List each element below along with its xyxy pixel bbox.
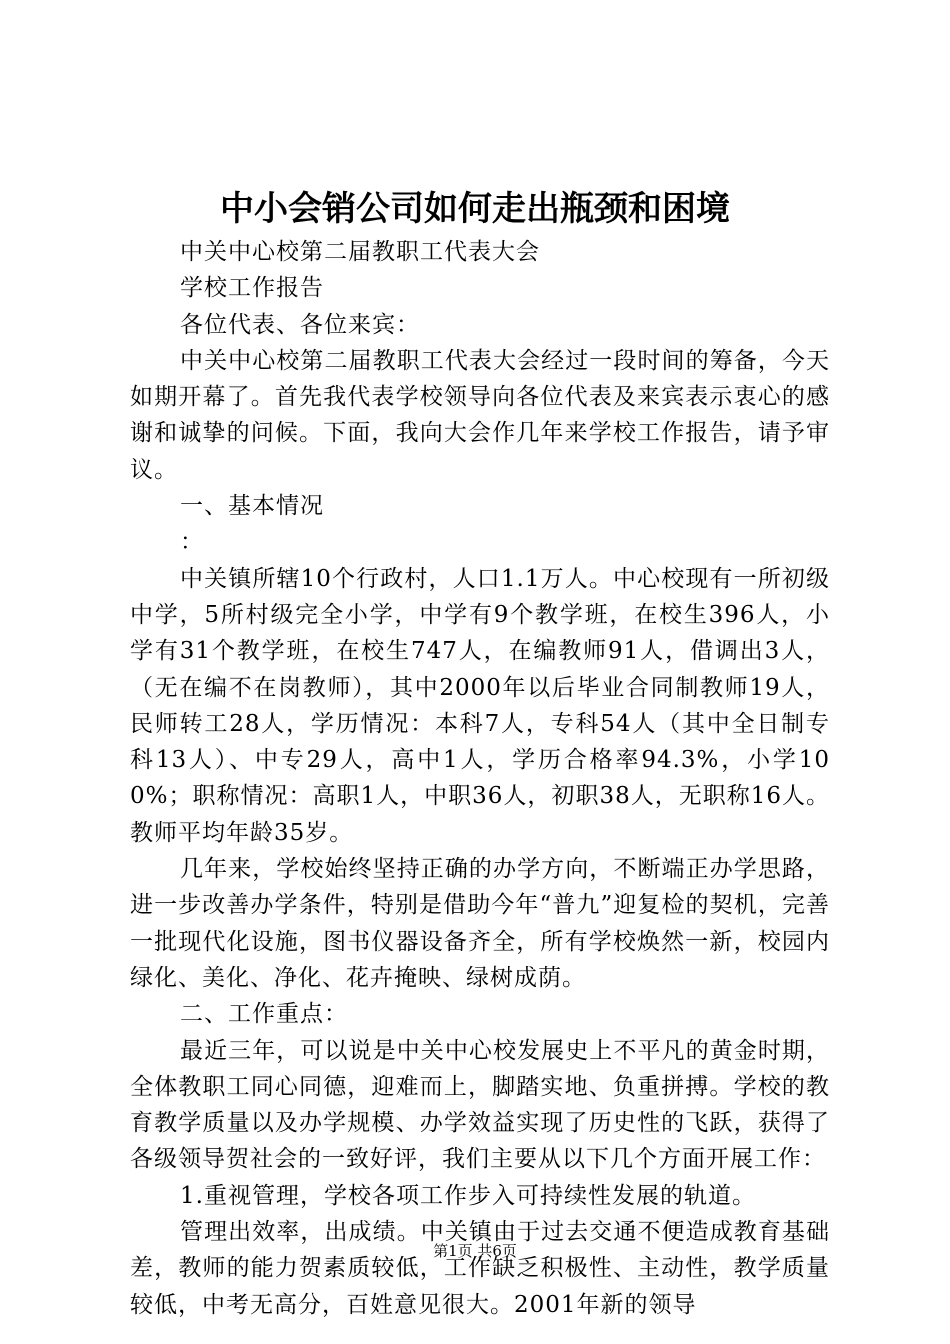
- document-body: [130, 234, 830, 1323]
- section-heading-basic-situation: 一、基本情况: [180, 493, 324, 520]
- paragraph-recent-years: 最近三年，可以说是中关中心校发展史上不平凡的黄金时期，全体教职工同心同德，迎难而上，脚踏实地、负重拼搏。学校的教育教学质量以及办学规模、办学效益实现了历史性的飞跃，获得了各级领导贺社会的一致好评，我们主要从以下几个方面开展工作：: [130, 1037, 830, 1173]
- paragraph-report-title: 学校工作报告: [180, 275, 324, 302]
- document-title: 中小会销公司如何走出瓶颈和困境: [220, 189, 730, 229]
- paragraph-colon: ：: [180, 529, 204, 556]
- paragraph-meeting-name: 中关中心校第二届教职工代表大会: [180, 239, 540, 265]
- page-number: 第1页 共6页: [433, 1242, 517, 1260]
- section-heading-work-focus: 二、工作重点：: [180, 1001, 348, 1028]
- paragraph-school-conditions: 几年来，学校始终坚持正确的办学方向，不断端正办学思路，进一步改善办学条件，特别是借助今年“普九”迎复检的契机，完善一批现代化设施，图书仪器设备齐全，所有学校焕然一新，校园内绿化、美化、净化、花卉掩映、绿树成荫。: [130, 856, 830, 991]
- paragraph-salutation: 各位代表、各位来宾：: [180, 311, 420, 338]
- paragraph-management-detail: 管理出效率，出成绩。中关镇由于过去交通不便造成教育基础差，教师的能力贺素质较低，工作缺乏积极性、主动性，教学质量较低，中考无高分，百姓意见很大。2001年新的领导: [130, 1219, 830, 1318]
- paragraph-opening: 中关中心校第二届教职工代表大会经过一段时间的筹备，今天如期开幕了。首先我代表学校领导向各位代表及来宾表示衷心的感谢和诚挚的问候。下面，我向大会作几年来学校工作报告，请予审议。: [130, 347, 830, 483]
- paragraph-statistics: 中关镇所辖10个行政村，人口1.1万人。中心校现有一所初级中学，5所村级完全小学，中学有9个教学班，在校生396人，小学有31个教学班，在校生747人，在编教师91人，借调出3人，（无在编不在岗教师），其中2000年以后毕业合同制教师19人，民师转工28人，学历情况：本科7人，专科54人（其中全日制专科13人）、中专29人，高中1人，学历合格率94.3%，小学100%；职称情况：高职1人，中职36人，初职38人，无职称16人。教师平均年龄35岁。: [130, 565, 830, 846]
- list-item-management: 1.重视管理，学校各项工作步入可持续性发展的轨道。: [180, 1182, 756, 1209]
